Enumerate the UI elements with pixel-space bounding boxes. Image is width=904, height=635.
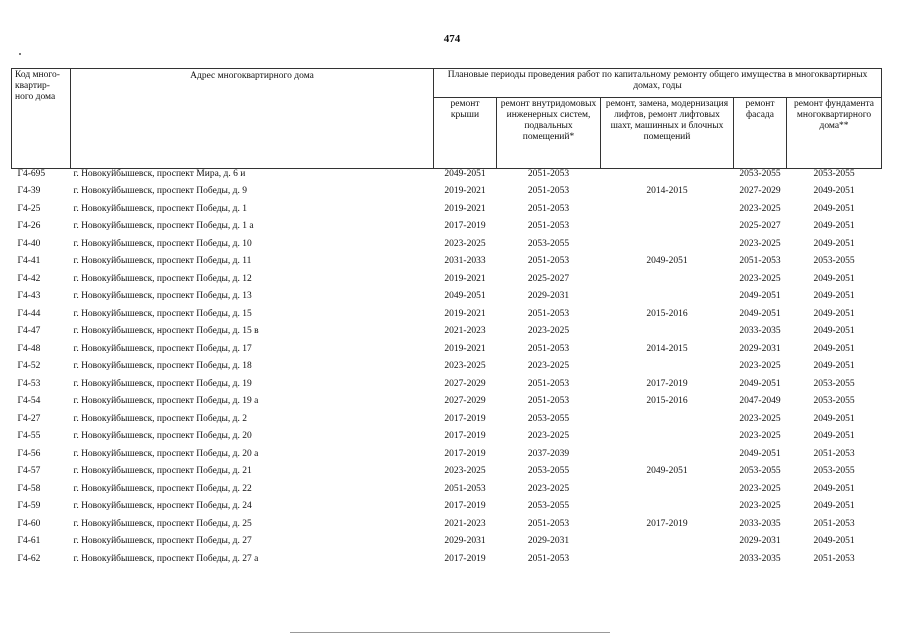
table-row <box>12 271 882 289</box>
systems-repair-period: 2053-2055 <box>527 466 570 477</box>
roof-repair-period: 2017-2019 <box>444 553 486 564</box>
house-code: Г4-62 <box>17 553 41 564</box>
facade-repair-period: 2049-2051 <box>739 291 781 302</box>
house-code: Г4-53 <box>17 378 41 389</box>
foundation-repair-period: 2053-2055 <box>813 466 855 477</box>
table-row <box>12 481 882 499</box>
house-address: г. Новокуйбышевск, проспект Мира, д. 6 и <box>73 169 246 179</box>
header-address: Адрес многоквартирного дома <box>71 69 434 169</box>
elevator-repair-period <box>601 411 734 429</box>
facade-repair-period: 2023-2025 <box>739 483 781 494</box>
elevator-repair-period <box>601 498 734 516</box>
house-address: г. Новокуйбышевск, проспект Победы, д. 13 <box>73 291 252 302</box>
elevator-repair-period <box>601 323 734 341</box>
roof-repair-period: 2019-2021 <box>444 308 486 319</box>
elevator-repair-period: 2017-2019 <box>646 378 688 389</box>
house-address: г. Новокуйбышевск, проспект Победы, д. 15 <box>73 308 252 319</box>
house-code: Г4-61 <box>17 536 41 547</box>
systems-repair-period: 2051-2053 <box>527 343 570 354</box>
facade-repair-period: 2033-2035 <box>739 326 781 337</box>
foundation-repair-period: 2049-2051 <box>813 343 855 354</box>
foundation-repair-period: 2053-2055 <box>813 169 855 179</box>
roof-repair-period: 2023-2025 <box>444 466 486 477</box>
house-address: г. Новокуйбышевск, нроспект Победы, д. 24 <box>73 501 252 512</box>
table-row <box>12 236 882 254</box>
elevator-repair-period <box>601 551 734 569</box>
house-address: г. Новокуйбышевск, проспект Победы, д. 20 <box>73 431 252 442</box>
header-code: Код много-квартир-ного дома <box>12 69 71 169</box>
header-planned-periods: Плановые периоды проведения работ по капитальному ремонту общего имущества в многоквартирных домах, годы <box>434 69 882 98</box>
roof-repair-period: 2051-2053 <box>444 483 486 494</box>
house-address: г. Новокуйбышевск, проспект Победы, д. 19 <box>73 378 252 389</box>
facade-repair-period: 2033-2035 <box>739 553 781 564</box>
table-header <box>12 69 882 169</box>
systems-repair-period: 2051-2053 <box>527 203 570 214</box>
house-code: Г4-56 <box>17 448 41 459</box>
table-row <box>12 411 882 429</box>
foundation-repair-period: 2049-2051 <box>813 221 855 232</box>
table-row <box>12 288 882 306</box>
elevator-repair-period: 2014-2015 <box>646 186 688 197</box>
foundation-repair-period: 2049-2051 <box>813 326 855 337</box>
table-row <box>12 253 882 271</box>
foundation-repair-period: 2053-2055 <box>813 256 855 267</box>
table-body <box>12 169 882 569</box>
house-address: г. Новокуйбышевск, проспект Победы, д. 21 <box>73 466 252 477</box>
house-code: Г4-58 <box>17 483 41 494</box>
systems-repair-period: 2051-2053 <box>527 186 570 197</box>
roof-repair-period: 2017-2019 <box>444 413 486 424</box>
elevator-repair-period <box>601 271 734 289</box>
house-code: Г4-40 <box>17 238 41 249</box>
facade-repair-period: 2033-2035 <box>739 518 781 529</box>
roof-repair-period: 2017-2019 <box>444 448 486 459</box>
roof-repair-period: 2049-2051 <box>444 291 486 302</box>
roof-repair-period: 2017-2019 <box>444 431 486 442</box>
facade-repair-period: 2051-2053 <box>739 256 781 267</box>
facade-repair-period: 2023-2025 <box>739 203 781 214</box>
elevator-repair-period: 2049-2051 <box>646 466 688 477</box>
house-code: Г4-52 <box>17 361 41 372</box>
roof-repair-period: 2021-2023 <box>444 518 486 529</box>
roof-repair-period: 2049-2051 <box>444 169 486 179</box>
table-row <box>12 341 882 359</box>
house-address: г. Новокуйбышевск, проспект Победы, д. 2 <box>73 413 247 424</box>
elevator-repair-period <box>601 533 734 551</box>
foundation-repair-period: 2049-2051 <box>813 501 855 512</box>
systems-repair-period: 2051-2053 <box>527 378 570 389</box>
scan-speck <box>19 53 21 55</box>
house-address: г. Новокуйбышевск, проспект Победы, д. 9 <box>73 186 247 197</box>
house-address: г. Новокуйбышевск, проспект Победы, д. 20 а <box>73 448 259 459</box>
house-code: Г4-54 <box>17 396 41 407</box>
roof-repair-period: 2027-2029 <box>444 396 486 407</box>
facade-repair-period: 2029-2031 <box>739 343 781 354</box>
systems-repair-period: 2023-2025 <box>527 483 570 494</box>
systems-repair-period: 2023-2025 <box>527 361 570 372</box>
elevator-repair-period: 2014-2015 <box>646 343 688 354</box>
elevator-repair-period <box>601 428 734 446</box>
table-row <box>12 376 882 394</box>
facade-repair-period: 2029-2031 <box>739 536 781 547</box>
house-address: г. Новокуйбышевск, проспект Победы, д. 1 <box>73 203 247 214</box>
systems-repair-period: 2051-2053 <box>527 553 570 564</box>
table-row <box>12 358 882 376</box>
house-address: г. Новокуйбышевск, проспект Победы, д. 18 <box>73 361 252 372</box>
table-row <box>12 218 882 236</box>
facade-repair-period: 2023-2025 <box>739 431 781 442</box>
facade-repair-period: 2023-2025 <box>739 501 781 512</box>
elevator-repair-period <box>601 169 734 184</box>
foundation-repair-period: 2049-2051 <box>813 291 855 302</box>
table-row <box>12 306 882 324</box>
foundation-repair-period: 2049-2051 <box>813 413 855 424</box>
systems-repair-period: 2025-2027 <box>527 273 570 284</box>
capital-repair-schedule-table <box>11 68 882 568</box>
house-code: Г4-39 <box>17 186 41 197</box>
house-address: г. Новокуйбышевск, проспект Победы, д. 17 <box>73 343 252 354</box>
table-row <box>12 428 882 446</box>
table-row <box>12 183 882 201</box>
elevator-repair-period: 2015-2016 <box>646 396 688 407</box>
elevator-repair-period <box>601 201 734 219</box>
house-code: Г4-44 <box>17 308 41 319</box>
house-address: г. Новокуйбышевск, нроспект Победы, д. 15 в <box>73 326 259 337</box>
house-code: Г4-26 <box>17 221 41 232</box>
facade-repair-period: 2023-2025 <box>739 413 781 424</box>
facade-repair-period: 2049-2051 <box>739 378 781 389</box>
systems-repair-period: 2029-2031 <box>527 536 570 547</box>
house-code: Г4-25 <box>17 203 41 214</box>
roof-repair-period: 2021-2023 <box>444 326 486 337</box>
house-address: г. Новокуйбышевск, проспект Победы, д. 22 <box>73 483 252 494</box>
systems-repair-period: 2053-2055 <box>527 238 570 249</box>
table-row <box>12 393 882 411</box>
house-address: г. Новокуйбышевск, проспект Победы, д. 25 <box>73 518 252 529</box>
page-bottom-rule <box>290 632 610 633</box>
roof-repair-period: 2019-2021 <box>444 273 486 284</box>
house-code: Г4-59 <box>17 501 41 512</box>
house-code: Г4-47 <box>17 326 41 337</box>
foundation-repair-period: 2053-2055 <box>813 378 855 389</box>
elevator-repair-period <box>601 481 734 499</box>
roof-repair-period: 2029-2031 <box>444 536 486 547</box>
roof-repair-period: 2019-2021 <box>444 186 486 197</box>
systems-repair-period: 2053-2055 <box>527 413 570 424</box>
elevator-repair-period: 2017-2019 <box>646 518 688 529</box>
house-code: Г4-695 <box>17 169 46 179</box>
elevator-repair-period <box>601 218 734 236</box>
house-code: Г4-60 <box>17 518 41 529</box>
systems-repair-period: 2029-2031 <box>527 291 570 302</box>
header-roof-repair: ремонт крыши <box>434 98 497 169</box>
systems-repair-period: 2053-2055 <box>527 501 570 512</box>
page-number: 474 <box>443 33 461 45</box>
table-row <box>12 551 882 569</box>
facade-repair-period: 2053-2055 <box>739 466 781 477</box>
systems-repair-period: 2051-2053 <box>527 396 570 407</box>
header-systems-repair: ремонт внутридомовых инженерных систем, подвальных помещений* <box>497 98 601 169</box>
roof-repair-period: 2023-2025 <box>444 361 486 372</box>
systems-repair-period: 2023-2025 <box>527 431 570 442</box>
foundation-repair-period: 2053-2055 <box>813 396 855 407</box>
roof-repair-period: 2027-2029 <box>444 378 486 389</box>
header-facade-repair: ремонт фасада <box>734 98 787 169</box>
table-row <box>12 201 882 219</box>
table-row <box>12 323 882 341</box>
table-row <box>12 516 882 534</box>
house-code: Г4-55 <box>17 431 41 442</box>
foundation-repair-period: 2051-2053 <box>813 448 855 459</box>
facade-repair-period: 2047-2049 <box>739 396 781 407</box>
foundation-repair-period: 2051-2053 <box>813 518 855 529</box>
roof-repair-period: 2019-2021 <box>444 203 486 214</box>
table-row <box>12 446 882 464</box>
facade-repair-period: 2023-2025 <box>739 273 781 284</box>
foundation-repair-period: 2051-2053 <box>813 553 855 564</box>
facade-repair-period: 2023-2025 <box>739 361 781 372</box>
foundation-repair-period: 2049-2051 <box>813 186 855 197</box>
systems-repair-period: 2051-2053 <box>527 169 570 179</box>
house-address: г. Новокуйбышевск, проспект Победы, д. 27 а <box>73 553 259 564</box>
house-code: Г4-48 <box>17 343 41 354</box>
house-address: г. Новокуйбышевск, проспект Победы, д. 11 <box>73 256 252 267</box>
systems-repair-period: 2051-2053 <box>527 308 570 319</box>
systems-repair-period: 2051-2053 <box>527 256 570 267</box>
table-row <box>12 463 882 481</box>
roof-repair-period: 2019-2021 <box>444 343 486 354</box>
foundation-repair-period: 2049-2051 <box>813 238 855 249</box>
elevator-repair-period <box>601 288 734 306</box>
house-code: Г4-43 <box>17 291 41 302</box>
house-address: г. Новокуйбышевск, проспект Победы, д. 27 <box>73 536 252 547</box>
elevator-repair-period: 2015-2016 <box>646 308 688 319</box>
facade-repair-period: 2027-2029 <box>739 186 781 197</box>
roof-repair-period: 2017-2019 <box>444 501 486 512</box>
foundation-repair-period: 2049-2051 <box>813 536 855 547</box>
systems-repair-period: 2037-2039 <box>527 448 570 459</box>
house-code: Г4-57 <box>17 466 41 477</box>
header-elevator-repair: ремонт, замена, модернизация лифтов, ремонт лифтовых шахт, машинных и блочных помещений <box>601 98 734 169</box>
house-address: г. Новокуйбышевск, проспект Победы, д. 1 а <box>73 221 254 232</box>
roof-repair-period: 2023-2025 <box>444 238 486 249</box>
foundation-repair-period: 2049-2051 <box>813 361 855 372</box>
elevator-repair-period: 2049-2051 <box>646 256 688 267</box>
facade-repair-period: 2053-2055 <box>739 169 781 179</box>
elevator-repair-period <box>601 446 734 464</box>
systems-repair-period: 2051-2053 <box>527 221 570 232</box>
house-code: Г4-42 <box>17 273 41 284</box>
facade-repair-period: 2049-2051 <box>739 308 781 319</box>
elevator-repair-period <box>601 236 734 254</box>
table-row <box>12 498 882 516</box>
facade-repair-period: 2049-2051 <box>739 448 781 459</box>
foundation-repair-period: 2049-2051 <box>813 308 855 319</box>
roof-repair-period: 2017-2019 <box>444 221 486 232</box>
foundation-repair-period: 2049-2051 <box>813 431 855 442</box>
systems-repair-period: 2051-2053 <box>527 518 570 529</box>
foundation-repair-period: 2049-2051 <box>813 203 855 214</box>
roof-repair-period: 2031-2033 <box>444 256 486 267</box>
house-address: г. Новокуйбышевск, проспект Победы, д. 10 <box>73 238 252 249</box>
table-row <box>12 533 882 551</box>
header-foundation-repair: ремонт фундамента многоквартирного дома** <box>787 98 882 169</box>
foundation-repair-period: 2049-2051 <box>813 273 855 284</box>
systems-repair-period: 2023-2025 <box>527 326 570 337</box>
house-code: Г4-41 <box>17 256 41 267</box>
facade-repair-period: 2025-2027 <box>739 221 781 232</box>
house-address: г. Новокуйбышевск, проспект Победы, д. 19 а <box>73 396 259 407</box>
table-row <box>12 169 882 184</box>
house-code: Г4-27 <box>17 413 41 424</box>
house-address: г. Новокуйбышевск, проспект Победы, д. 12 <box>73 273 252 284</box>
foundation-repair-period: 2049-2051 <box>813 483 855 494</box>
facade-repair-period: 2023-2025 <box>739 238 781 249</box>
elevator-repair-period <box>601 358 734 376</box>
